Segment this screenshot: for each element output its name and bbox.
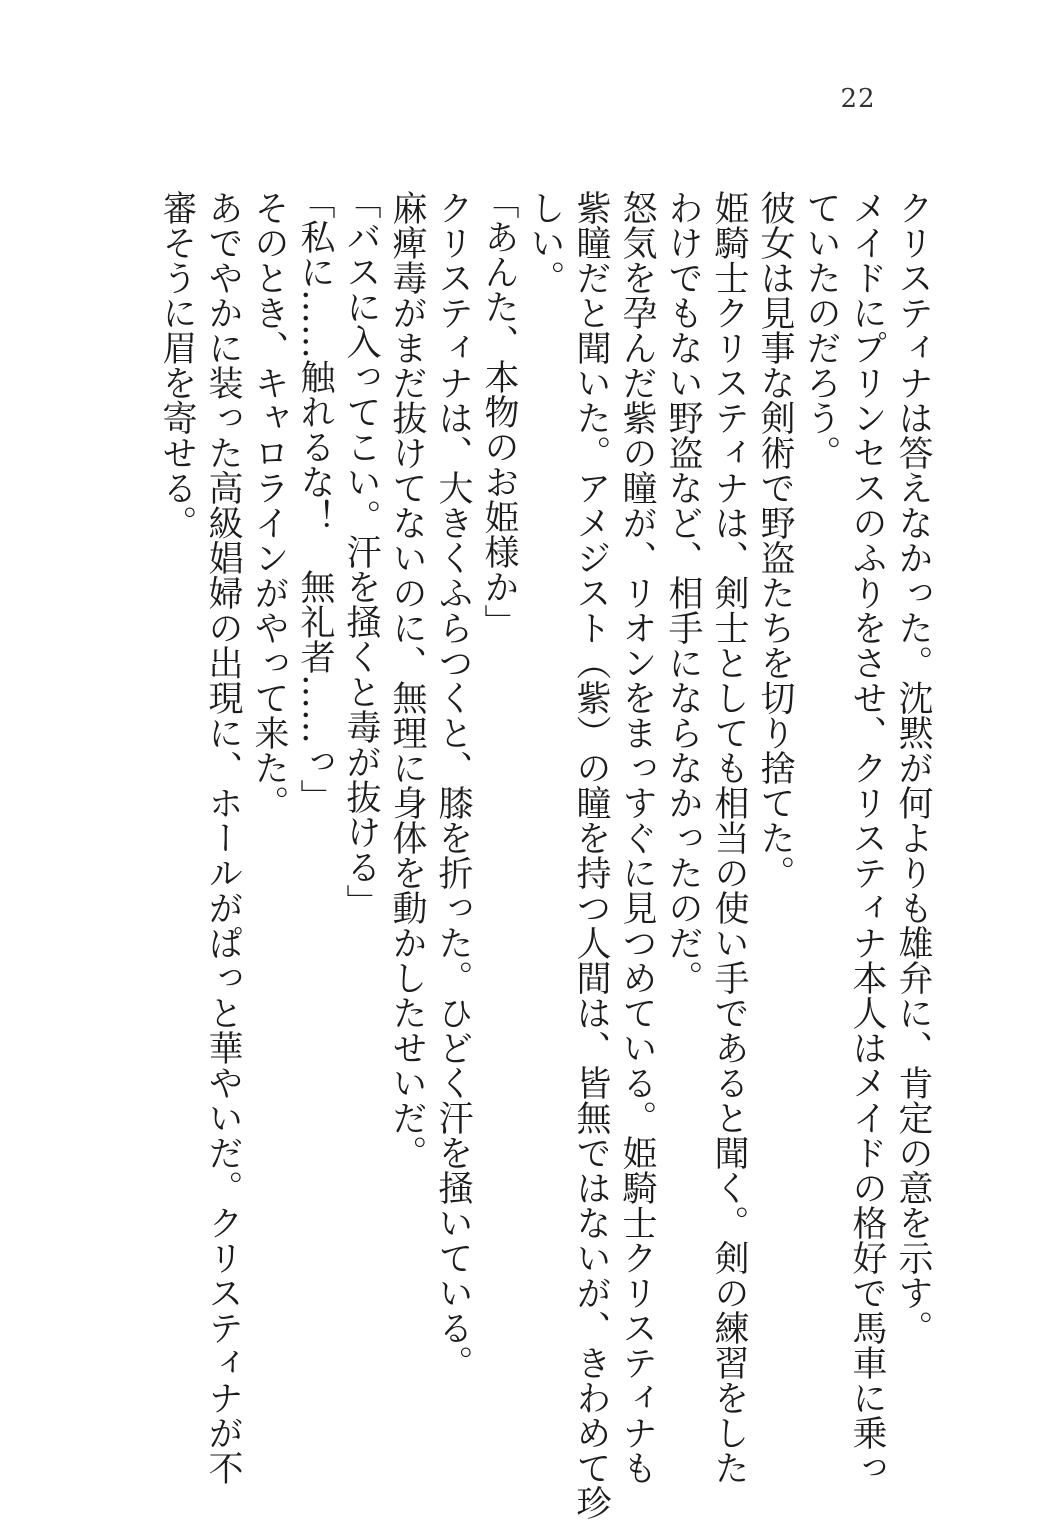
dialogue-line: 「私に……触れるな！ 無礼者……っ」: [295, 184, 335, 814]
text-line: しい。: [525, 190, 565, 295]
text-line: メイドにプリンセスのふりをさせ、クリスティナ本人はメイドの格好で馬車に乗っ: [847, 190, 887, 1485]
text-line: クリスティナは、大きくふらつくと、膝を折った。ひどく汗を掻いている。: [433, 190, 473, 1380]
text-line: 麻痺毒がまだ抜けてないのに、無理に身体を動かしたせいだ。: [387, 190, 427, 1170]
body-text: [154, 184, 936, 1520]
text-line: わけでもない野盗など、相手にならなかったのだ。: [663, 190, 703, 995]
text-line: 怒気を孕んだ紫の瞳が、リオンをまっすぐに見つめている。姫騎士クリスティナも: [617, 190, 657, 1485]
text-line: 審そうに眉を寄せる。: [157, 190, 197, 540]
page-number: 22: [840, 84, 876, 114]
text-line: そのとき、キャロラインがやって来た。: [249, 190, 289, 820]
dialogue-line: 「あんた、本物のお姫様か」: [479, 184, 519, 639]
text-line: あでやかに装った高級娼婦の出現に、ホールがぱっと華やいだ。クリスティナが不: [203, 190, 243, 1485]
text-line: 姫騎士クリスティナは、剣士としても相当の使い手であると聞く。剣の練習をした: [709, 190, 749, 1485]
text-line: ていたのだろう。: [801, 190, 841, 470]
text-line: 彼女は見事な剣術で野盗たちを切り捨てた。: [755, 190, 795, 890]
dialogue-line: 「バスに入ってこい。汗を掻くと毒が抜ける」: [341, 184, 381, 919]
text-line: クリスティナは答えなかった。沈黙が何よりも雄弁に、肯定の意を示す。: [893, 190, 933, 1345]
text-line: 紫瞳だと聞いた。アメジスト（紫）の瞳を持つ人間は、皆無ではないが、きわめて珍: [571, 190, 611, 1520]
